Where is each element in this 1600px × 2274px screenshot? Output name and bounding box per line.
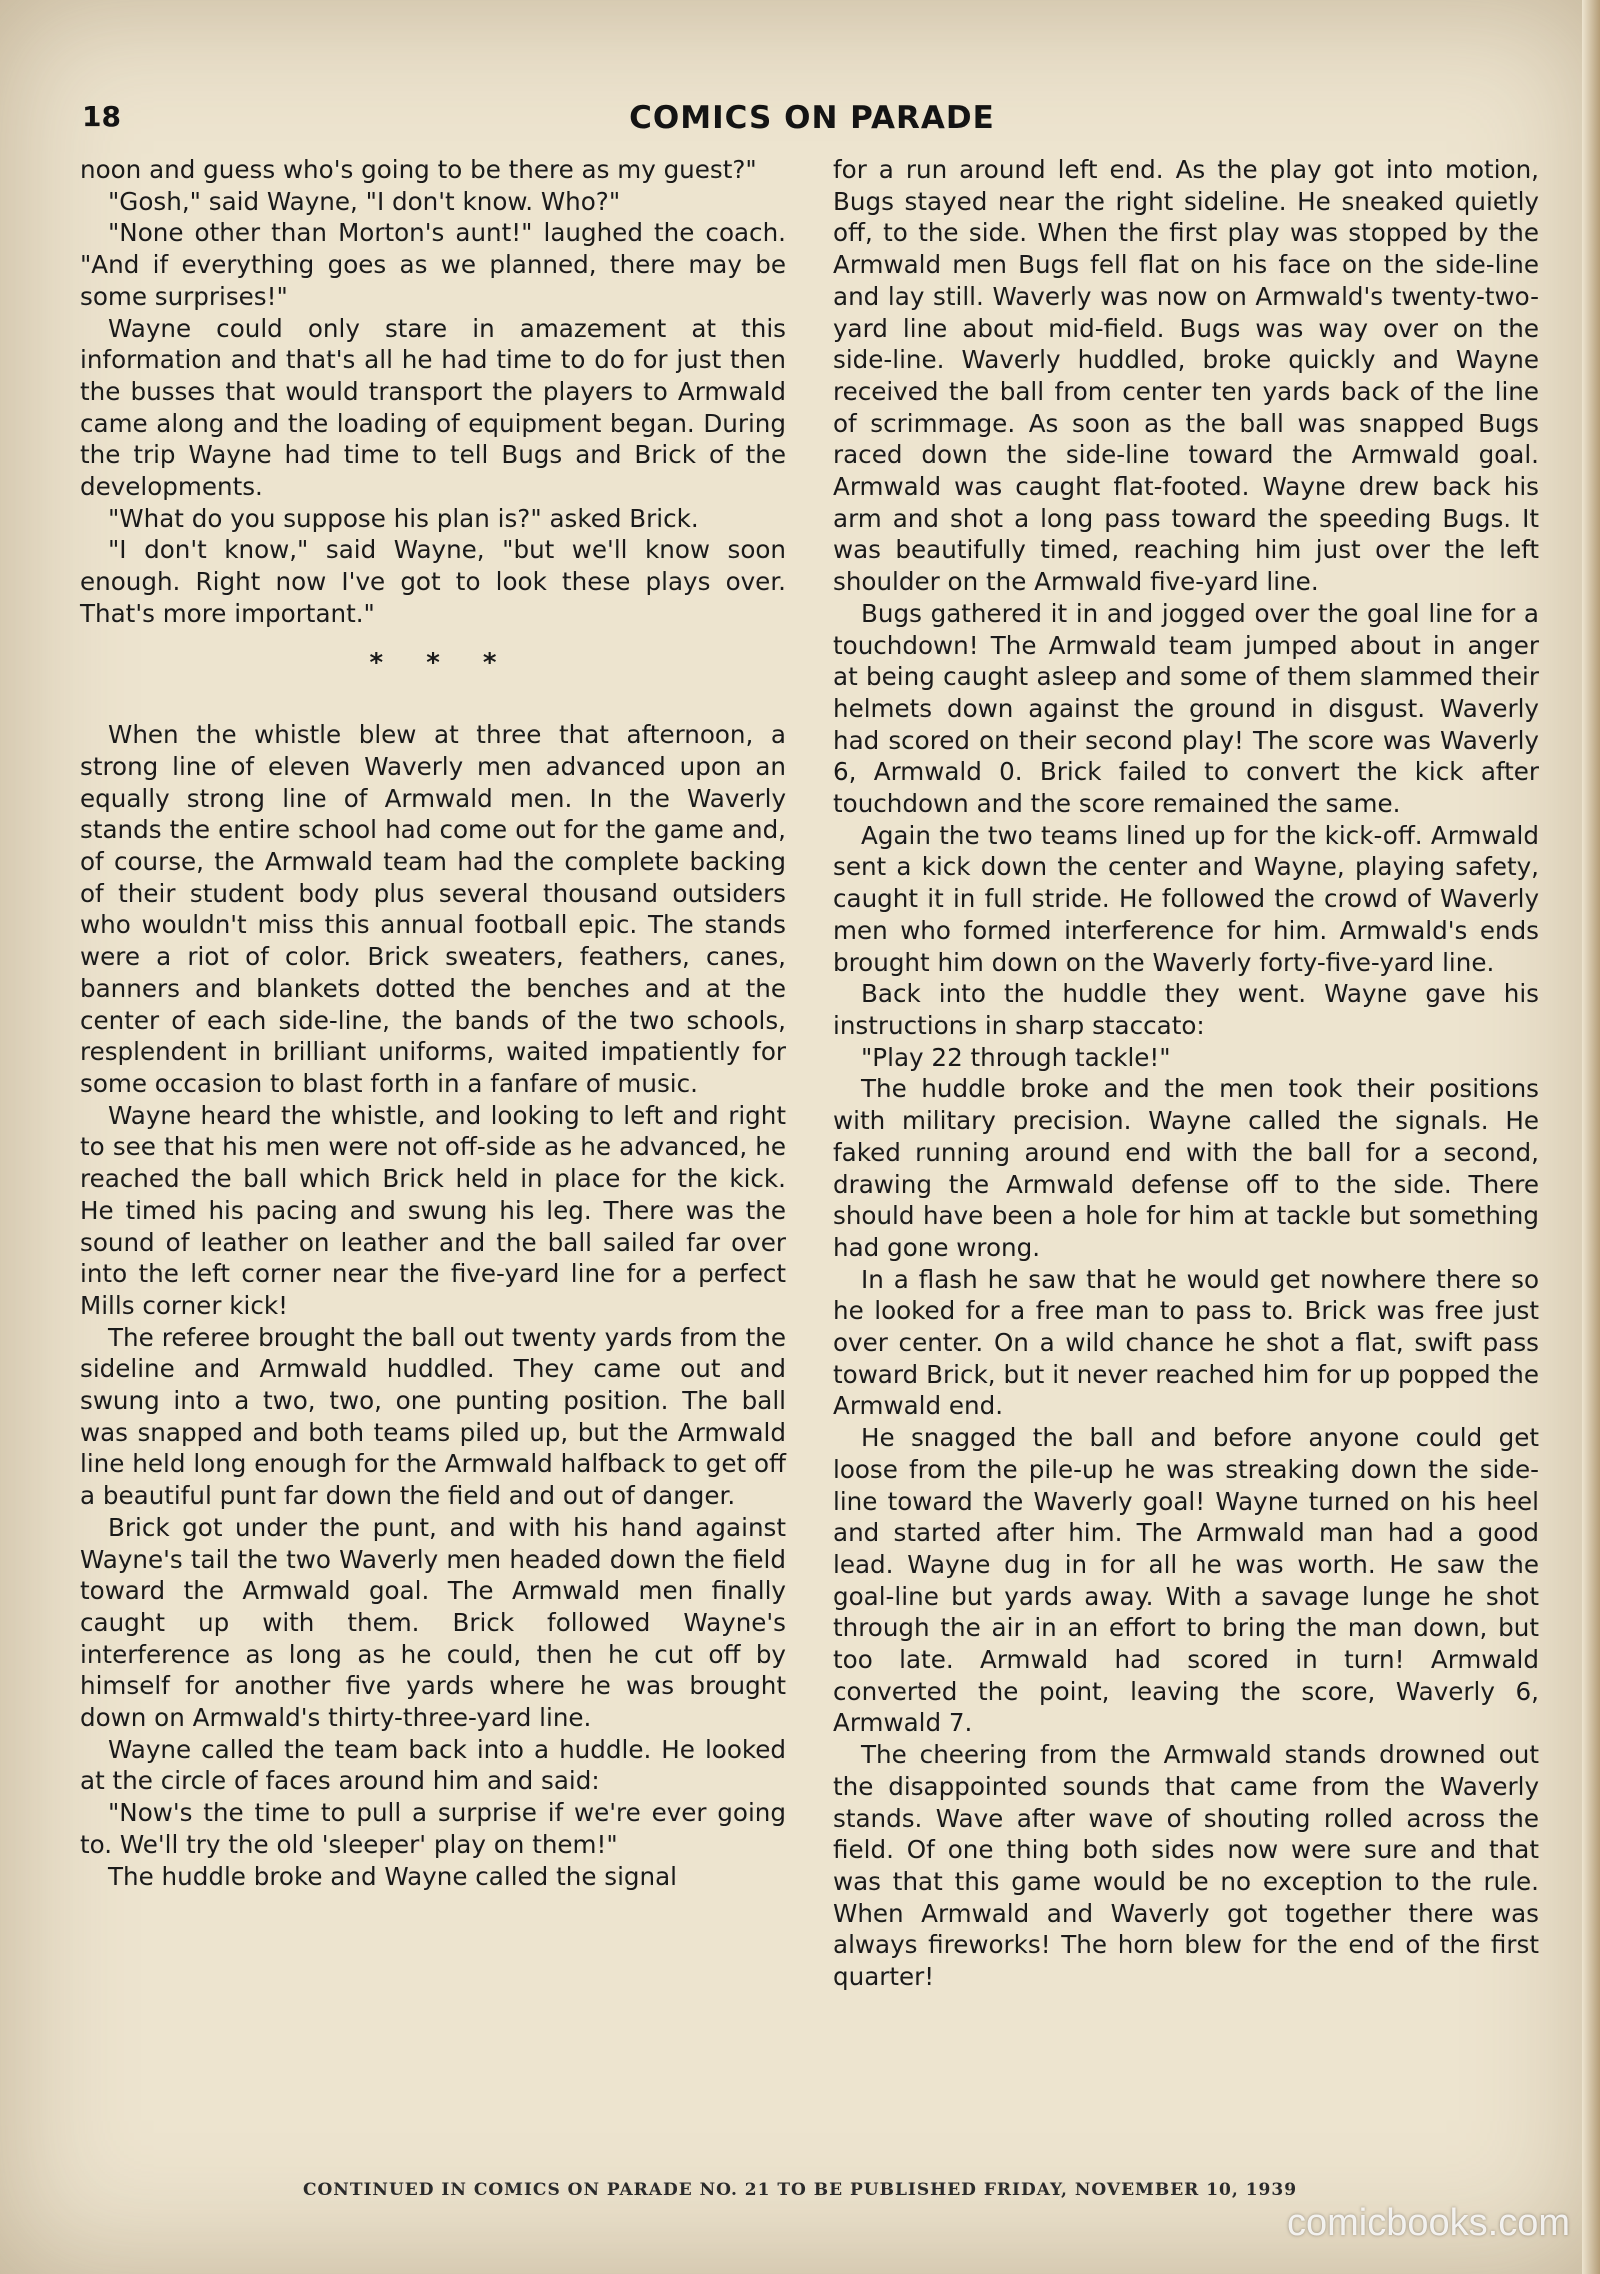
story-paragraph: Wayne called the team back into a huddle. He looked at the circle of faces around him and said: (80, 1734, 786, 1796)
story-paragraph: The huddle broke and Wayne called the signal (108, 1861, 678, 1891)
left-column-paragraphs (80, 154, 786, 630)
right-column (833, 154, 1539, 1993)
story-paragraph: The cheering from the Armwald stands drowned out the disappointed sounds that came from the Waverly stands. Wave after wave of shouting rolled across the field. Of one thing both sides now were sure and that was that this game would be no exception to the rule. When Armwald and Waverly got together there was always fireworks! The horn blew for the end of the first quarter! (833, 1740, 1539, 1992)
magazine-title: COMICS ON PARADE (629, 100, 995, 136)
story-paragraph: "Gosh," said Wayne, "I don't know. Who?" (108, 186, 621, 216)
story-paragraph: In a flash he saw that he would get nowhere there so he looked for a free man to pass to. Brick was free just over center. On a wild chance he shot a flat, swift pass toward Brick, but it never reached him for up popped the Armwald end. (833, 1264, 1539, 1421)
story-paragraph: Wayne could only stare in amazement at this information and that's all he had time to do for just then the busses that would transport the players to Armwald came along and the loading of equipment began. During the trip Wayne had time to tell Bugs and Brick of the developments. (80, 313, 786, 502)
continued-notice: CONTINUED IN COMICS ON PARADE NO. 21 TO BE PUBLISHED FRIDAY, NOVEMBER 10, 1939 (302, 2180, 1298, 2200)
story-paragraph: "What do you suppose his plan is?" asked Brick. (108, 503, 699, 533)
story-paragraph: Wayne heard the whistle, and looking to left and right to see that his men were not off-side as he advanced, he reached the ball which Brick held in place for the kick. He timed his pacing and swung his leg. There was the sound of leather on leather and the ball sailed far over into the left corner near the five-yard line for a perfect Mills corner kick! (80, 1100, 786, 1320)
left-column-paragraphs-after-break (80, 719, 786, 1892)
left-column (80, 154, 786, 1892)
right-column-paragraphs (833, 154, 1539, 1993)
watermark-text: comicbooks.com (1287, 2202, 1570, 2244)
story-paragraph: Back into the huddle they went. Wayne gave his instructions in sharp staccato: (833, 979, 1539, 1040)
story-paragraph: noon and guess who's going to be there as my guest?" (80, 155, 757, 184)
scene-break: * * * (369, 647, 497, 678)
page-header (82, 100, 1542, 146)
story-paragraph: He snagged the ball and before anyone could get loose from the pile-up he was streaking down the side-line toward the Waverly goal! Wayne turned on his heel and started after him. The Armwald man had a good lead. Wayne dug in for all he was worth. He saw the goal-line but yards away. With a savage lunge he shot through the air in an effort to bring the man down, but too late. Armwald had scored in turn! Armwald converted the point, leaving the score, Waverly 6, Armwald 7. (833, 1423, 1539, 1738)
page-number: 18 (82, 100, 121, 133)
story-paragraph: "Now's the time to pull a surprise if we're ever going to. We'll try the old 'sleeper' play on them!" (80, 1798, 786, 1859)
story-paragraph: for a run around left end. As the play got into motion, Bugs stayed near the right sideline. He sneaked quietly off, to the side. When the first play was stopped by the Armwald men Bugs fell flat on his face on the side-line and lay still. Waverly was now on Armwald's twenty-two-yard line about mid-field. Bugs was way over on the side-line. Waverly huddled, broke quickly and Wayne received the ball from center ten yards back of the line of scrimmage. As soon as the ball was snapped Bugs raced down the side-line toward the Armwald goal. Armwald was caught flat-footed. Wayne drew back his arm and shot a long pass toward the speeding Bugs. It was beautifully timed, reaching him just over the left shoulder on the Armwald five-yard line. (833, 155, 1539, 597)
story-paragraph: The referee brought the ball out twenty yards from the sideline and Armwald huddled. They came out and swung into a two, two, one punting position. The ball was snapped and both teams piled up, but the Armwald line held long enough for the Armwald halfback to get off a beautiful punt far down the field and out of danger. (80, 1322, 786, 1511)
story-paragraph: Again the two teams lined up for the kick-off. Armwald sent a kick down the center and Wayne, playing safety, caught it in full stride. He followed the crowd of Waverly men who formed interference for him. Armwald's ends brought him down on the Waverly forty-five-yard line. (833, 820, 1539, 977)
story-paragraph: "Play 22 through tackle!" (861, 1042, 1171, 1072)
story-paragraph: Bugs gathered it in and jogged over the goal line for a touchdown! The Armwald team jumped about in anger at being caught asleep and some of them slammed their helmets down against the ground in disgust. Waverly had scored on their second play! The score was Waverly 6, Armwald 0. Brick failed to convert the kick after touchdown and the score remained the same. (833, 598, 1539, 819)
story-paragraph: "None other than Morton's aunt!" laughed the coach. "And if everything goes as we planned, there may be some surprises!" (80, 218, 786, 311)
story-paragraph: The huddle broke and the men took their positions with military precision. Wayne called the signals. He faked running around end with the ball for a second, drawing the Armwald defense off to the side. There should have been a hole for him at tackle but something had gone wrong. (833, 1074, 1539, 1262)
page-edge-shadow (1582, 0, 1600, 2274)
story-paragraph: "I don't know," said Wayne, "but we'll know soon enough. Right now I've got to look these plays over. That's more important." (80, 535, 786, 628)
story-paragraph: When the whistle blew at three that afternoon, a strong line of eleven Waverly men advanced upon an equally strong line of Armwald men. In the Waverly stands the entire school had come out for the game and, of course, the Armwald team had the complete backing of their student body plus several thousand outsiders who wouldn't miss this annual football epic. The stands were a riot of color. Brick sweaters, feathers, canes, banners and blankets dotted the benches and at the center of each side-line, the bands of the two schools, resplendent in brilliant uniforms, waited impatiently for some occasion to blast forth in a fanfare of music. (80, 720, 786, 1098)
story-paragraph: Brick got under the punt, and with his hand against Wayne's tail the two Waverly men headed down the field toward the Armwald goal. The Armwald men finally caught up with them. Brick followed Wayne's interference as long as he could, then he cut off by himself for another five yards where he was brought down on Armwald's thirty-three-yard line. (80, 1512, 786, 1733)
